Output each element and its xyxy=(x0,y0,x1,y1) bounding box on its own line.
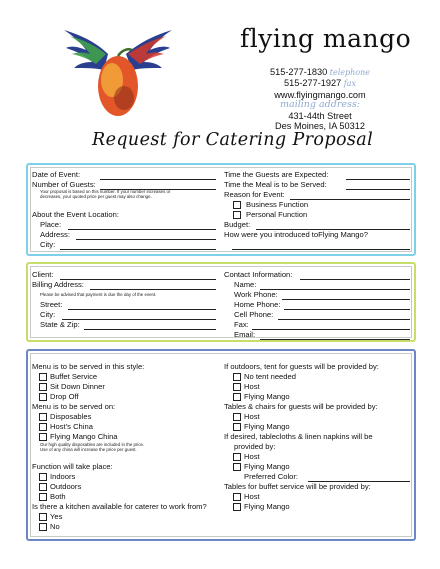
drop-off-checkbox[interactable] xyxy=(39,393,47,401)
disposables-checkbox[interactable] xyxy=(39,413,47,421)
fm-china-label: Flying Mango China xyxy=(50,432,118,441)
fm-china-checkbox[interactable] xyxy=(39,433,47,441)
email-label: Email: xyxy=(234,330,256,339)
reason-label: Reason for Event: xyxy=(224,190,285,199)
number-of-guests-label: Number of Guests: xyxy=(32,180,96,189)
how-introduced-label: How were you introduced toFlying Mango? xyxy=(224,230,368,239)
home-phone-label: Home Phone: xyxy=(234,300,281,309)
date-of-event-field[interactable] xyxy=(100,179,216,180)
kitchen-yes-checkbox[interactable] xyxy=(39,513,47,521)
event-details-section xyxy=(26,163,416,256)
time-served-label: Time the Meal is to be Served: xyxy=(224,180,327,189)
work-phone-label: Work Phone: xyxy=(234,290,278,299)
street-label: Street: xyxy=(40,300,63,309)
cell-phone-label: Cell Phone: xyxy=(234,310,274,319)
outdoors-label: Outdoors xyxy=(50,482,82,491)
buffet-tables-fm-checkbox[interactable] xyxy=(233,503,241,511)
place-field[interactable] xyxy=(68,229,216,230)
guests-note-line-2: decreases, your quoted price per guest may also change. xyxy=(40,194,152,199)
personal-function-checkbox[interactable] xyxy=(233,211,241,219)
tables-fm-checkbox[interactable] xyxy=(233,423,241,431)
kitchen-no-checkbox[interactable] xyxy=(39,523,47,531)
sit-down-checkbox[interactable] xyxy=(39,383,47,391)
linens-host-label: Host xyxy=(244,452,260,461)
fax-label: Fax: xyxy=(234,320,249,329)
buffet-tables-fm-label: Flying Mango xyxy=(244,502,290,511)
buffet-checkbox[interactable] xyxy=(39,373,47,381)
hosts-china-checkbox[interactable] xyxy=(39,423,47,431)
date-of-event-label: Date of Event: xyxy=(32,170,81,179)
drop-off-label: Drop Off xyxy=(50,392,79,401)
name-label: Name: xyxy=(234,280,257,289)
menu-style-label: Menu is to be served in this style: xyxy=(32,362,145,371)
contact-block xyxy=(250,67,390,131)
guests-note-line-1: Your proposal is based on this number. If your number increases or xyxy=(40,189,171,194)
buffet-tables-host-checkbox[interactable] xyxy=(233,493,241,501)
service-details-section xyxy=(26,349,416,541)
sit-down-label: Sit Down Dinner xyxy=(50,382,105,391)
client-contact-section xyxy=(26,262,416,342)
place-label: Place: xyxy=(40,220,62,229)
time-expected-label: Time the Guests are Expected: xyxy=(224,170,329,179)
work-phone-field[interactable] xyxy=(282,299,410,300)
business-function-checkbox[interactable] xyxy=(233,201,241,209)
buffet-tables-host-label: Host xyxy=(244,492,260,501)
billing-city-field[interactable] xyxy=(62,319,216,320)
mailing-address-label: mailing address: xyxy=(280,99,360,111)
billing-city-label: City: xyxy=(40,310,56,319)
address-field[interactable] xyxy=(76,239,216,240)
outdoors-checkbox[interactable] xyxy=(39,483,47,491)
china-note-line-2: Use of any china will increase the price per guest. xyxy=(40,447,137,452)
kitchen-yes-label: Yes xyxy=(50,512,63,521)
personal-function-label: Personal Function xyxy=(246,210,308,219)
website: www.flyingmango.com xyxy=(274,89,366,100)
fax-number: 515-277-1927 xyxy=(283,78,342,89)
linens-host-checkbox[interactable] xyxy=(233,453,241,461)
both-label: Both xyxy=(50,492,66,501)
linens-fm-checkbox[interactable] xyxy=(233,463,241,471)
kitchen-question: Is there a kitchen available for caterer to work from? xyxy=(32,502,207,511)
tent-host-label: Host xyxy=(244,382,260,391)
tent-host-checkbox[interactable] xyxy=(233,383,241,391)
business-function-label: Business Function xyxy=(246,200,309,209)
served-on-label: Menu is to be served on: xyxy=(32,402,116,411)
home-phone-field[interactable] xyxy=(284,309,410,310)
no-tent-label: No tent needed xyxy=(244,372,296,381)
fax-label: fax xyxy=(343,79,357,89)
time-served-field[interactable] xyxy=(346,189,410,190)
tables-host-label: Host xyxy=(244,412,260,421)
contact-info-label: Contact Information: xyxy=(224,270,293,279)
email-field[interactable] xyxy=(260,339,410,340)
time-expected-field[interactable] xyxy=(346,179,410,180)
city-field[interactable] xyxy=(60,249,216,250)
left-wing-icon xyxy=(64,30,108,70)
buffet-tables-question: Tables for buffet service will be provided by: xyxy=(224,482,371,491)
indoors-label: Indoors xyxy=(50,472,76,481)
budget-label: Budget: xyxy=(224,220,251,229)
state-zip-label: State & Zip: xyxy=(40,320,80,329)
state-zip-field[interactable] xyxy=(84,329,216,330)
linens-fm-label: Flying Mango xyxy=(244,462,290,471)
telephone-label: telephone xyxy=(329,68,370,77)
about-location-label: About the Event Location: xyxy=(32,210,119,219)
cell-phone-field[interactable] xyxy=(278,319,410,320)
tent-fm-label: Flying Mango xyxy=(244,392,290,401)
client-label: Client: xyxy=(32,270,54,279)
street-address: 431-44th Street xyxy=(288,110,352,121)
both-checkbox[interactable] xyxy=(39,493,47,501)
disposables-label: Disposables xyxy=(50,412,92,421)
city-state-zip: Des Moines, IA 50312 xyxy=(275,121,365,132)
telephone-number: 515-277-1830 xyxy=(270,67,328,77)
city-label: City: xyxy=(40,240,56,249)
brand-name: flying mango xyxy=(240,24,412,53)
how-introduced-field[interactable] xyxy=(232,249,410,250)
kitchen-no-label: No xyxy=(50,522,60,531)
buffet-label: Buffet Service xyxy=(50,372,98,381)
hosts-china-label: Host’s China xyxy=(50,422,93,431)
tables-host-checkbox[interactable] xyxy=(233,413,241,421)
no-tent-checkbox[interactable] xyxy=(233,373,241,381)
tent-fm-checkbox[interactable] xyxy=(233,393,241,401)
billing-address-label: Billing Address: xyxy=(32,280,84,289)
right-wing-icon xyxy=(126,30,172,70)
tent-question: If outdoors, tent for guests will be provided by: xyxy=(224,362,379,371)
page-title: Request for Catering Proposal xyxy=(92,130,374,150)
fax-field[interactable] xyxy=(252,329,410,330)
linens-question-line-1: If desired, tablecloths & linen napkins will be xyxy=(224,432,373,441)
street-field[interactable] xyxy=(68,309,216,310)
address-label: Address: xyxy=(40,230,70,239)
contact-info-field[interactable] xyxy=(300,279,410,280)
function-place-label: Function will take place: xyxy=(32,462,113,471)
indoors-checkbox[interactable] xyxy=(39,473,47,481)
tables-chairs-question: Tables & chairs for guests will be provided by: xyxy=(224,402,378,411)
payment-note: Please be advised that payment is due the day of the event. xyxy=(40,292,157,297)
billing-address-field[interactable] xyxy=(90,289,216,290)
linens-question-line-2: provided by: xyxy=(234,442,276,451)
preferred-color-label: Preferred Color: xyxy=(244,472,299,481)
name-field[interactable] xyxy=(260,289,410,290)
flying-mango-logo xyxy=(62,24,174,124)
china-note-line-1: Our high quality disposables are included in the price. xyxy=(40,442,145,447)
tables-fm-label: Flying Mango xyxy=(244,422,290,431)
